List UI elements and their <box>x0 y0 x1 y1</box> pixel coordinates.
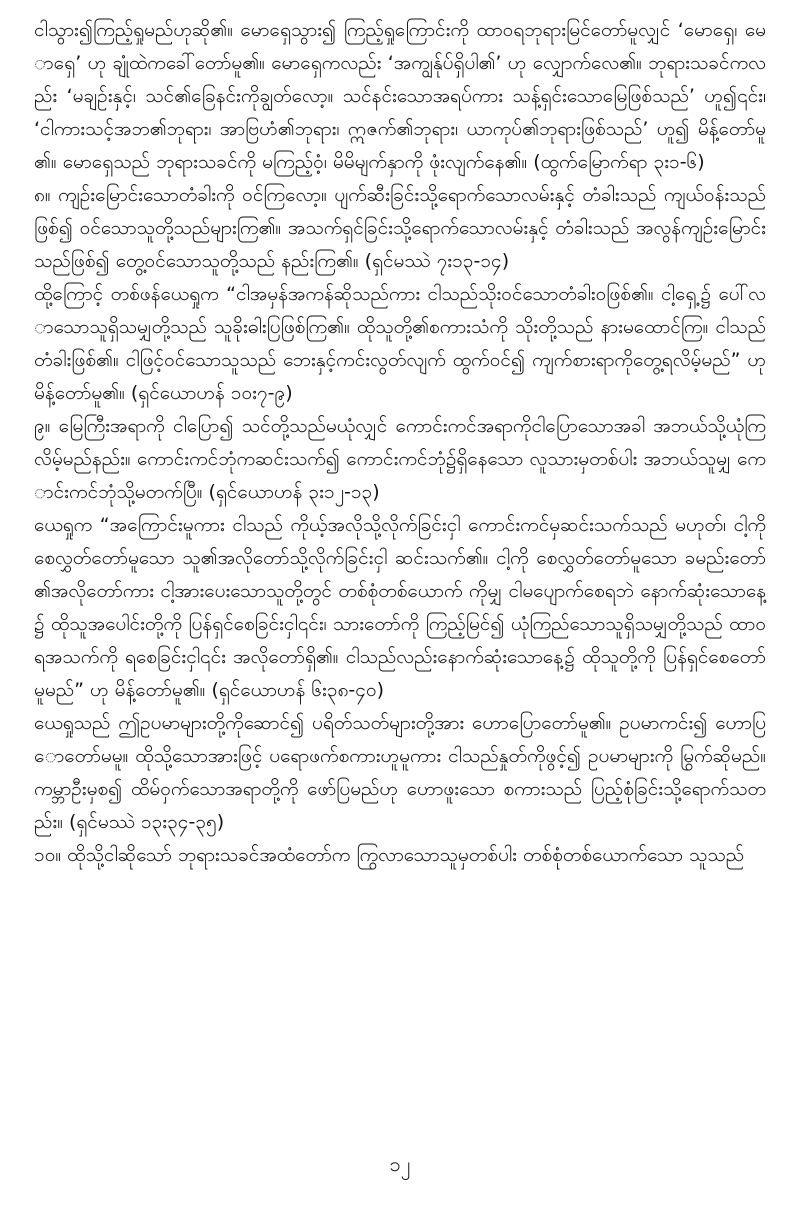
page-number: ၁၂ <box>389 1152 411 1176</box>
paragraph-continued: ၁၀။ ထိုသို့ငါဆိုသော် ဘုရားသခင်အထံတော်က ကြွလာသောသူမှတစ်ပါး တစ်စုံတစ်ယောက်သော သူသည် <box>34 844 745 866</box>
paragraph-narrow-gate: ၈။ ကျဉ်းမြောင်းသောတံခါးကို ဝင်ကြလော့။ ပျက်ဆီးခြင်းသို့ရောက်သောလမ်းနှင့် တံခါးသည် ကျယ်ဝန်းသည်ဖြစ်၍ ဝင်သောသူတို့သည်များကြ၏။ အသက်ရှင်ခြင်းသို့ရောက်သောလမ်းနှင့် တံခါးသည် အလွန်ကျဉ်းမြောင်းသည်ဖြစ်၍ တွေ့ဝင်သောသူတို့သည် နည်းကြ၏။ (ရှင်မဿဲ ၇း၁၃-၁၄) <box>34 184 766 272</box>
paragraph-will-of-father: ယေရှုက “အကြောင်းမူကား ငါသည် ကိုယ့်အလိုသို့လိုက်ခြင်းငှါ ကောင်းကင်မှဆင်းသက်သည် မဟုတ်၊ ငါ့ကိုစေလွှတ်တော်မူသော သူ၏အလိုတော်သို့လိုက်ခြင်းငှါ ဆင်းသက်၏။ ငါ့ကို စေလွှတ်တော်မူသော ခမည်းတော်၏အလိုတော်ကား ငါ့အားပေးသောသူတို့တွင် တစ်စုံတစ်ယောက် ကိုမျှ ငါမပျောက်စေရဘဲ နောက်ဆုံးသောနေ့၌ ထိုသူအပေါင်းတို့ကို ပြန်ရှင်စေခြင်းငှါ၎င်း၊ သားတော်ကို ကြည့်မြင်၍ ယုံကြည်သောသူရှိသမျှတို့သည် ထာဝရအသက်ကို ရစေခြင်းငှါ၎င်း အလိုတော်ရှိ၏။ ငါသည်လည်းနောက်ဆုံးသောနေ့၌ ထိုသူတို့ကို ပြန်ရှင်စေတော်မူမည်” ဟု မိန့်တော်မူ၏။ (ရှင်ယောဟန် ၆း၃၈-၄၀) <box>34 514 766 701</box>
paragraph-door-of-sheep: ထို့ကြောင့် တစ်ဖန်ယေရှုက “ငါအမှန်အကန်ဆိုသည်ကား ငါသည်သိုးဝင်သောတံခါးဝဖြစ်၏။ ငါ့ရှေ့၌ ပေါ်လာသောသူရှိသမျှတို့သည် သူခိုးဓါးပြဖြစ်ကြ၏။ ထိုသူတို့၏စကားသံကို သိုးတို့သည် နားမထောင်ကြ။ ငါသည်တံခါးဖြစ်၏။ ငါဖြင့်ဝင်သောသူသည် ဘေးနှင့်ကင်းလွတ်လျက် ထွက်ဝင်၍ ကျက်စားရာကိုတွေ့ရလိမ့်မည်” ဟု မိန့်တော်မူ၏။ (ရှင်ယောဟန် ၁၀း၇-၉) <box>34 283 766 404</box>
body-text <box>34 14 766 872</box>
paragraph-heavenly-things: ၉။ မြေကြီးအရာကို ငါပြော၍ သင်တို့သည်မယုံလျှင် ကောင်းကင်အရာကိုငါပြောသောအခါ အဘယ်သို့ယုံကြလိမ့်မည်နည်း။ ကောင်းကင်ဘုံကဆင်းသက်၍ ကောင်းကင်ဘုံ၌ရှိနေသော လူသားမှတစ်ပါး အဘယ်သူမျှ ကောင်းကင်ဘုံသို့မတက်ပြီ။ (ရှင်ယောဟန် ၃း၁၂-၁၃) <box>34 415 766 503</box>
paragraph-exodus-burning-bush: ငါသွား၍ကြည့်ရှုမည်ဟုဆို၏။ မောရှေသွား၍ ကြည့်ရှုကြောင်းကို ထာဝရဘုရားမြင်တော်မူလျှင် ‘မောရှေ၊ မောရှေ’ ဟု ချုံထဲကခေါ်တော်မူ၏။ မောရှေကလည်း ‘အကျွန်ုပ်ရှိပါ၏’ ဟု လျှောက်လေ၏။ ဘုရားသခင်ကလည်း ‘မချဉ်းနှင့်၊ သင်၏ခြေနင်းကိုချွတ်လော့။ သင်နင်းသောအရပ်ကား သန့်ရှင်းသောမြေဖြစ်သည်’ ဟူ၍၎င်း၊ ‘ငါကားသင့်အဘ၏ဘုရား၊ အာဗြဟံ၏ဘုရား၊ ဣဇက်၏ဘုရား၊ ယာကုပ်၏ဘုရားဖြစ်သည်’ ဟူ၍ မိန့်တော်မူ၏။ မောရှေသည် ဘုရားသခင်ကို မကြည့်ဝံ့၊ မိမိမျက်နှာကို ဖုံးလျက်နေ၏။ (ထွက်မြောက်ရာ ၃း၁-၆) <box>34 19 766 173</box>
paragraph-parables: ယေရှုသည် ဤဥပမာများတို့ကိုဆောင်၍ ပရိတ်သတ်များတို့အား ဟောပြောတော်မူ၏။ ဥပမာကင်း၍ ဟောပြောတော်မမူ။ ထိုသို့သောအားဖြင့် ပရောဖက်စကားဟူမူကား ငါသည်နှုတ်ကိုဖွင့်၍ ဥပမာများကို မြွက်ဆိုမည်။ ကမ္ဘာဦးမှစ၍ ထိမ်ဝှက်သောအရာတို့ကို ဖော်ပြမည်ဟု ဟောဖူးသော စကားသည် ပြည့်စုံခြင်းသို့ရောက်သတည်း။ (ရှင်မဿဲ ၁၃း၃၄-၃၅) <box>34 712 766 833</box>
